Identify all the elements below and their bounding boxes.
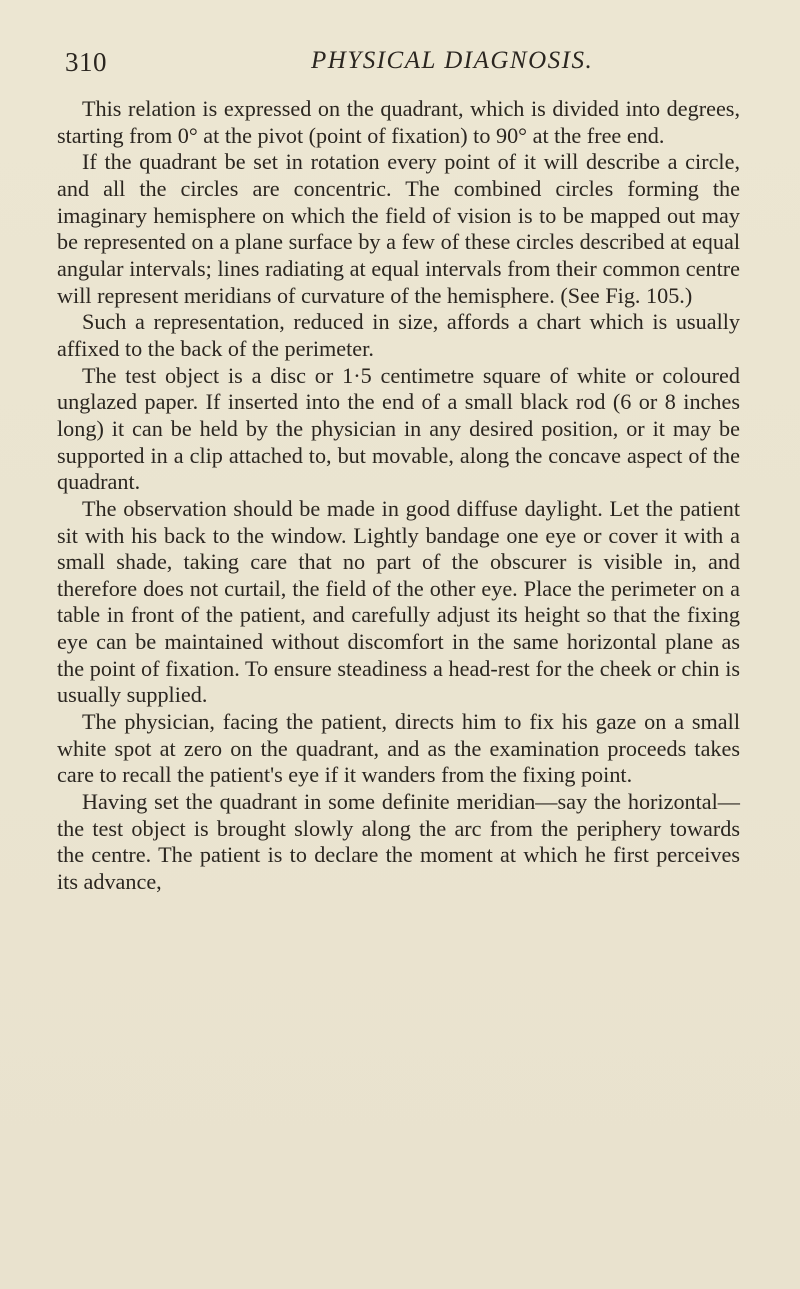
page-number: 310	[65, 47, 107, 77]
paragraph-test-object: The test object is a disc or 1·5 centimetre square of white or coloured unglazed paper. If inserted into the end of a small black rod (6 or 8 inches long) it can be held by the physician in any desired position, or it may be supported in a clip attached to, but movable, along the concave aspect of the quadrant.	[57, 362, 740, 495]
running-head: PHYSICAL DIAGNOSIS.	[311, 47, 594, 74]
page-header	[65, 47, 765, 87]
paragraph-meridian: Having set the quadrant in some definite meridian—say the horizontal—the test object is brought slowly along the arc from the periphery towards the centre. The patient is to declare the moment at which he first perceives its advance,	[57, 789, 740, 895]
paragraph-observation: The observation should be made in good diffuse daylight. Let the patient sit with his back to the window. Lightly bandage one eye or cover it with a small shade, taking care that no part of the obscurer is visible in, and therefore does not curtail, the field of the other eye. Place the perimeter on a table in front of the patient, and carefully adjust its height so that the fixing eye can be maintained without discomfort in the same horizontal plane as the point of fixation. To ensure steadiness a head-rest for the cheek or chin is usually supplied.	[57, 495, 740, 708]
paragraph-quadrant-degrees: This relation is expressed on the quadrant, which is divided into degrees, starting from 0° at the pivot (point of fixation) to 90° at the free end.	[57, 96, 740, 148]
body-text	[57, 96, 740, 896]
paragraph-concentric-circles: If the quadrant be set in rotation every point of it will describe a circle, and all the circles are concentric. The combined circles forming the imaginary hemisphere on which the field of vision is to be mapped out may be represented on a plane surface by a few of these circles described at equal angular intervals; lines radiating at equal intervals from their common centre will represent meridians of curvature of the hemisphere. (See Fig. 105.)	[57, 149, 740, 308]
paragraph-fixation: The physician, facing the patient, directs him to fix his gaze on a small white spot at zero on the quadrant, and as the examination proceeds takes care to recall the patient's eye if it wanders from the fixing point.	[57, 709, 740, 788]
paragraph-chart: Such a representation, reduced in size, affords a chart which is usually affixed to the back of the perimeter.	[57, 309, 740, 361]
